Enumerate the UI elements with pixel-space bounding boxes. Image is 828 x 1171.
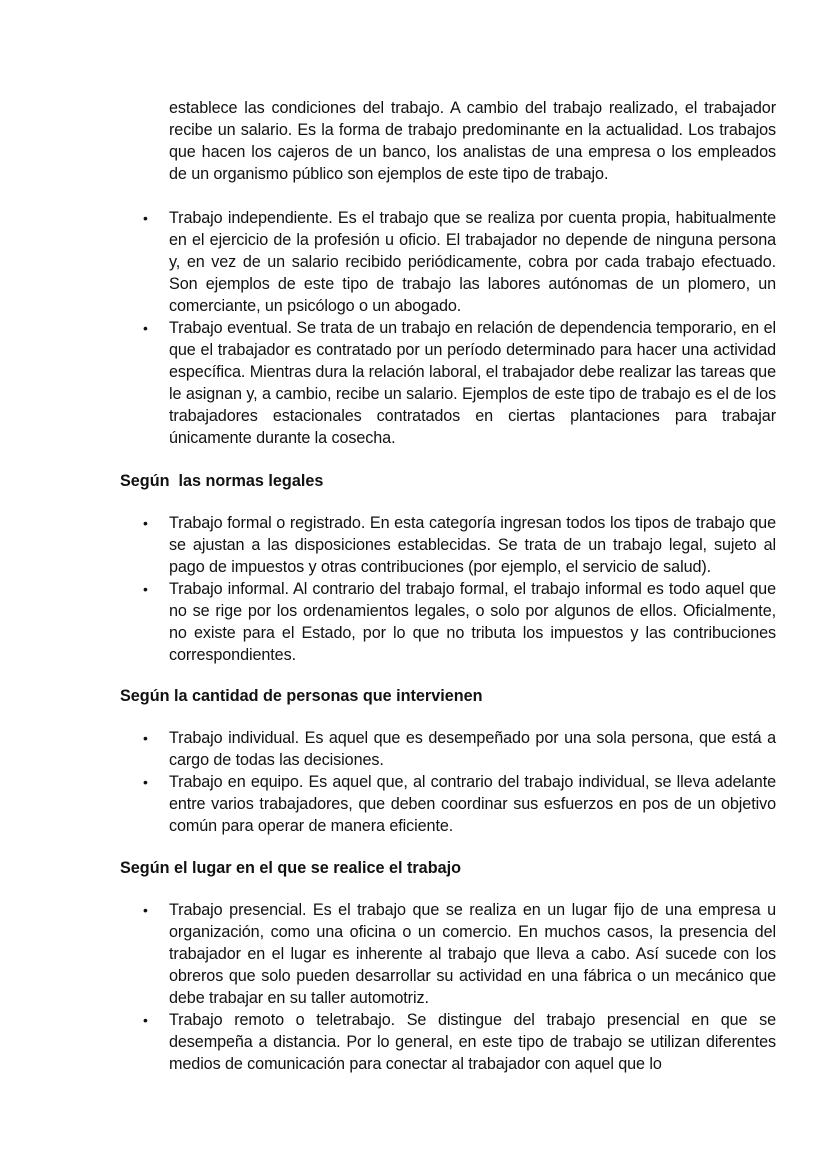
bullet-list <box>120 899 776 1075</box>
list-item <box>120 207 776 317</box>
list-item-text: Trabajo remoto o teletrabajo. Se distingue del trabajo presencial en que se desempeña a distancia. Por lo general, en este tipo de trabajo se utilizan diferentes medios de comunicación para conectar al trabajador con aquel que lo <box>169 1011 776 1073</box>
list-item-continuation <box>120 97 776 185</box>
list-item <box>120 512 776 578</box>
list-item-text: Trabajo presencial. Es el trabajo que se realiza en un lugar fijo de una empresa u organización, como una oficina o un comercio. En muchos casos, la presencia del trabajador en el lugar es inherente al trabajo que lleva a cabo. Así sucede con los obreros que solo pueden desarrollar su actividad en una fábrica o un mecánico que debe trabajar en su taller automotriz. <box>169 901 776 1007</box>
bullet-icon: • <box>143 581 148 597</box>
list-item-text: Trabajo informal. Al contrario del trabajo formal, el trabajo informal es todo aquel que no se rige por los ordenamientos legales, o solo por algunos de ellos. Oficialmente, no existe para el Estado, por lo que no tributa los impuestos y las contribuciones correspondientes. <box>169 580 776 664</box>
list-item <box>120 899 776 1009</box>
bullet-icon: • <box>143 1012 148 1028</box>
bullet-icon: • <box>143 210 148 226</box>
section-heading-normas-legales: Según las normas legales <box>120 472 324 490</box>
bullet-list <box>120 207 776 449</box>
bullet-icon: • <box>143 730 148 746</box>
list-item-text: Trabajo en equipo. Es aquel que, al contrario del trabajo individual, se lleva adelante entre varios trabajadores, que deben coordinar sus esfuerzos en pos de un objetivo común para operar de manera eficiente. <box>169 773 776 835</box>
section-normas-legales-list <box>120 512 776 666</box>
list-item <box>120 317 776 449</box>
bullet-icon: • <box>143 515 148 531</box>
list-item-text: Trabajo individual. Es aquel que es desempeñado por una sola persona, que está a cargo de todas las decisiones. <box>169 729 776 769</box>
list-item <box>120 1009 776 1075</box>
list-item-text: establece las condiciones del trabajo. A cambio del trabajo realizado, el trabajador recibe un salario. Es la forma de trabajo predominante en la actualidad. Los trabajos que hacen los cajeros de un banco, los analistas de una empresa o los empleados de un organismo público son ejemplos de este tipo de trabajo. <box>169 99 776 183</box>
section-heading-lugar: Según el lugar en el que se realice el trabajo <box>120 859 461 877</box>
bullet-list <box>120 727 776 837</box>
bullet-list <box>120 512 776 666</box>
section-continued-list <box>120 207 776 449</box>
list-item-text: Trabajo independiente. Es el trabajo que se realiza por cuenta propia, habitualmente en el ejercicio de la profesión u oficio. El trabajador no depende de ninguna persona y, en vez de un salario recibido periódicamente, cobra por cada trabajo efectuado. Son ejemplos de este tipo de trabajo las labores autónomas de un plomero, un comerciante, un psicólogo o un abogado. <box>169 209 776 315</box>
bullet-icon: • <box>143 320 148 336</box>
list-item <box>120 727 776 771</box>
section-heading-cantidad-personas: Según la cantidad de personas que intervienen <box>120 687 483 705</box>
list-item-text: Trabajo formal o registrado. En esta categoría ingresan todos los tipos de trabajo que se ajustan a las disposiciones establecidas. Se trata de un trabajo legal, sujeto al pago de impuestos y otras contribuciones (por ejemplo, el servicio de salud). <box>169 514 776 576</box>
bullet-icon: • <box>143 774 148 790</box>
list-item-text: Trabajo eventual. Se trata de un trabajo en relación de dependencia temporario, en el que el trabajador es contratado por un período determinado para hacer una actividad específica. Mientras dura la relación laboral, el trabajador debe realizar las tareas que le asignan y, a cambio, recibe un salario. Ejemplos de este tipo de trabajo es el de los trabajadores estacionales contratados en ciertas plantaciones para trabajar únicamente durante la cosecha. <box>169 319 776 447</box>
list-item <box>120 771 776 837</box>
section-lugar-list <box>120 899 776 1075</box>
section-cantidad-personas-list <box>120 727 776 837</box>
intro-continuation-block <box>120 97 776 185</box>
bullet-icon: • <box>143 902 148 918</box>
list-item <box>120 578 776 666</box>
